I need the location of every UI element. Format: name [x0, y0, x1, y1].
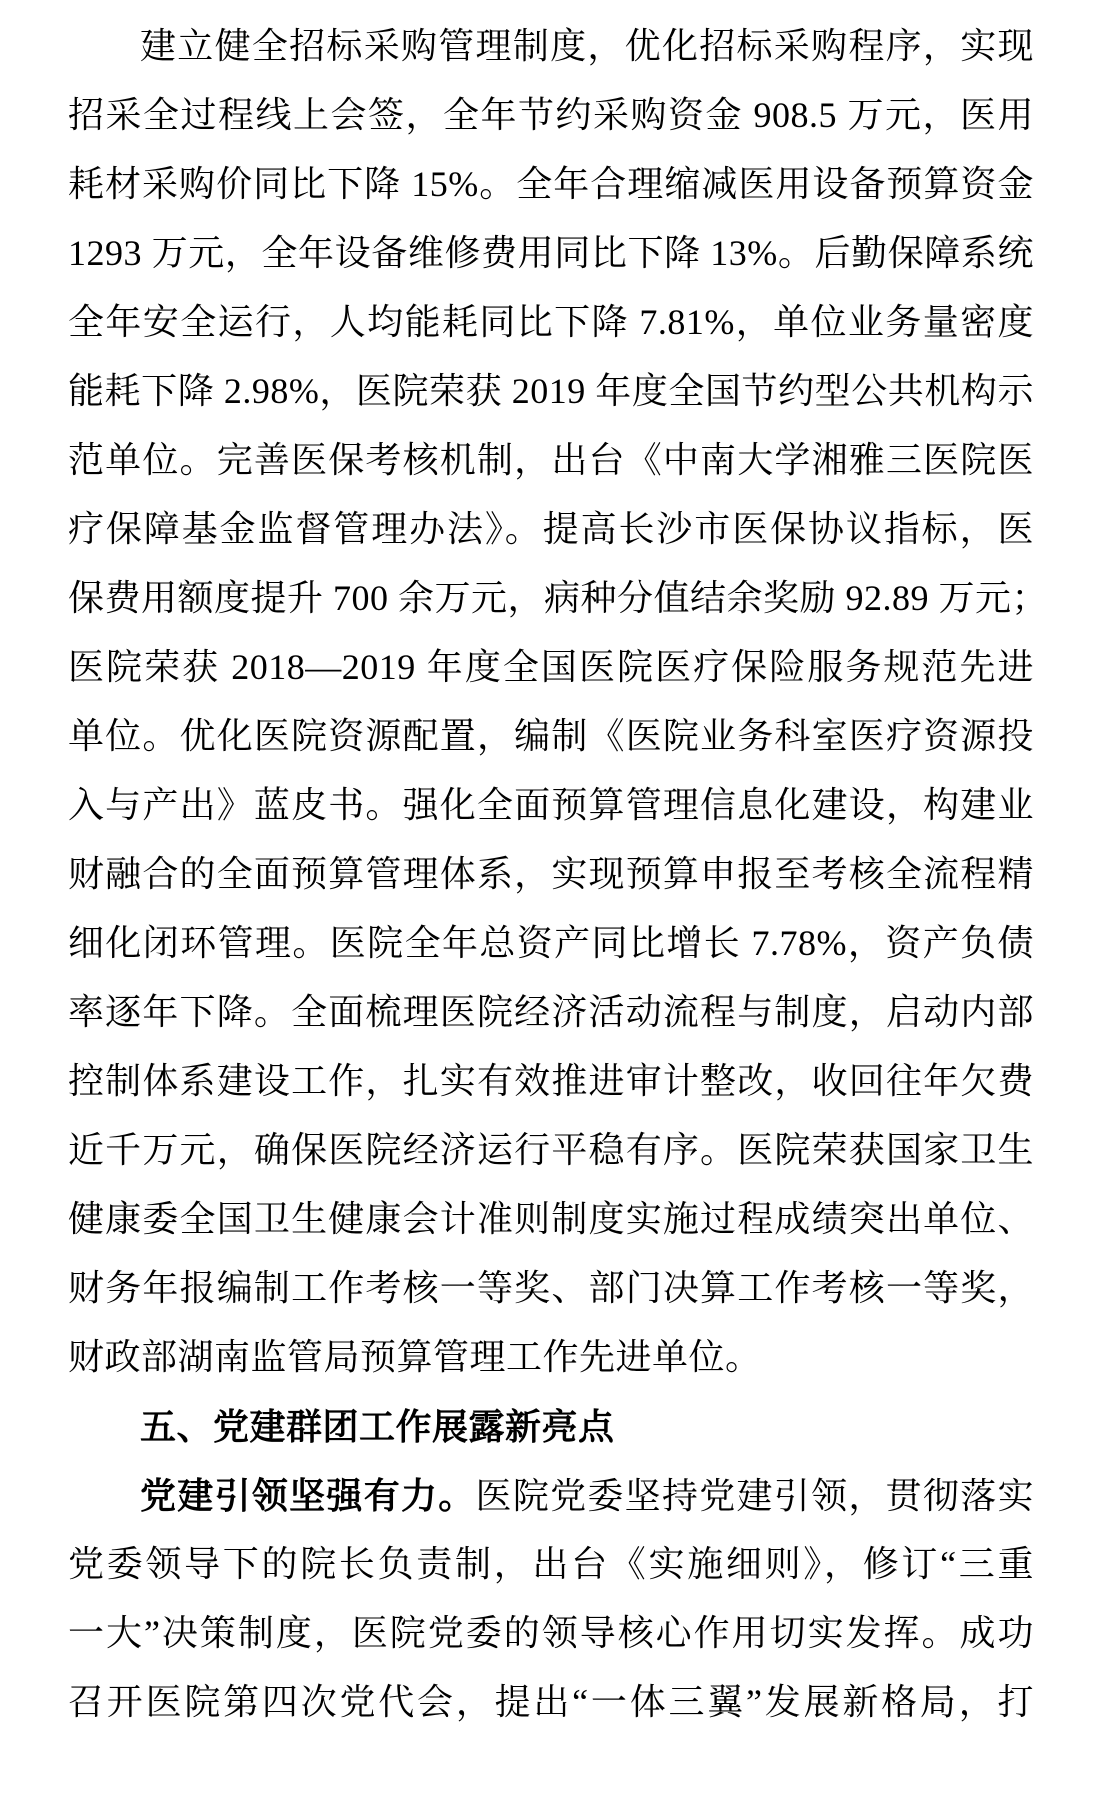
- paragraph2-line-2: 党委领导下的院长负责制，出台《实施细则》，修订“三重: [68, 1544, 1034, 1584]
- paragraph2-line-1-rest: 医院党委坚持党建引领，贯彻落实: [475, 1476, 1034, 1516]
- paragraph1-line-2: 招采全过程线上会签，全年节约采购资金 908.5 万元，医用: [68, 95, 1034, 135]
- paragraph1-line-15: 率逐年下降。全面梳理医院经济活动流程与制度，启动内部: [68, 992, 1034, 1032]
- section-heading: 五、党建群团工作展露新亮点: [140, 1406, 615, 1447]
- paragraph1-line-1: 建立健全招标采购管理制度，优化招标采购程序，实现: [140, 26, 1034, 66]
- paragraph2-line-1: [68, 1461, 1034, 1530]
- paragraph1-line-19: 财务年报编制工作考核一等奖、部门决算工作考核一等奖，: [68, 1268, 1034, 1308]
- paragraph2-lead-bold: 党建引领坚强有力。: [140, 1475, 476, 1516]
- paragraph1-line-20: 财政部湖南监管局预算管理工作先进单位。: [68, 1337, 762, 1377]
- paragraph1-line-3: 耗材采购价同比下降 15%。全年合理缩减医用设备预算资金: [68, 164, 1034, 204]
- paragraph2-line-3: 一大”决策制度，医院党委的领导核心作用切实发挥。成功: [68, 1613, 1034, 1653]
- paragraph1-line-6: 能耗下降 2.98%，医院荣获 2019 年度全国节约型公共机构示: [68, 371, 1034, 411]
- paragraph1-line-13: 财融合的全面预算管理体系，实现预算申报至考核全流程精: [68, 854, 1034, 894]
- paragraph1-line-7: 范单位。完善医保考核机制，出台《中南大学湘雅三医院医: [68, 440, 1034, 480]
- paragraph1-line-14: 细化闭环管理。医院全年总资产同比增长 7.78%，资产负债: [68, 923, 1034, 963]
- paragraph1-line-4: 1293 万元，全年设备维修费用同比下降 13%。后勤保障系统: [68, 233, 1034, 273]
- paragraph1-line-18: 健康委全国卫生健康会计准则制度实施过程成绩突出单位、: [68, 1199, 1034, 1239]
- paragraph1-line-17: 近千万元，确保医院经济运行平稳有序。医院荣获国家卫生: [68, 1130, 1034, 1170]
- paragraph1-line-9: 保费用额度提升 700 余万元，病种分值结余奖励 92.89 万元；: [68, 578, 1049, 618]
- paragraph1-line-16: 控制体系建设工作，扎实有效推进审计整改，收回往年欠费: [68, 1061, 1034, 1101]
- paragraph1-line-12: 入与产出》蓝皮书。强化全面预算管理信息化建设，构建业: [68, 785, 1034, 825]
- paragraph1-line-10: 医院荣获 2018—2019 年度全国医院医疗保险服务规范先进: [68, 647, 1034, 687]
- paragraph1-line-11: 单位。优化医院资源配置，编制《医院业务科室医疗资源投: [68, 716, 1034, 756]
- paragraph2-line-4: 召开医院第四次党代会，提出“一体三翼”发展新格局，打: [68, 1682, 1034, 1722]
- paragraph1-line-8: 疗保障基金监督管理办法》。提高长沙市医保协议指标，医: [68, 509, 1034, 549]
- paragraph1-line-5: 全年安全运行，人均能耗同比下降 7.81%，单位业务量密度: [68, 302, 1034, 342]
